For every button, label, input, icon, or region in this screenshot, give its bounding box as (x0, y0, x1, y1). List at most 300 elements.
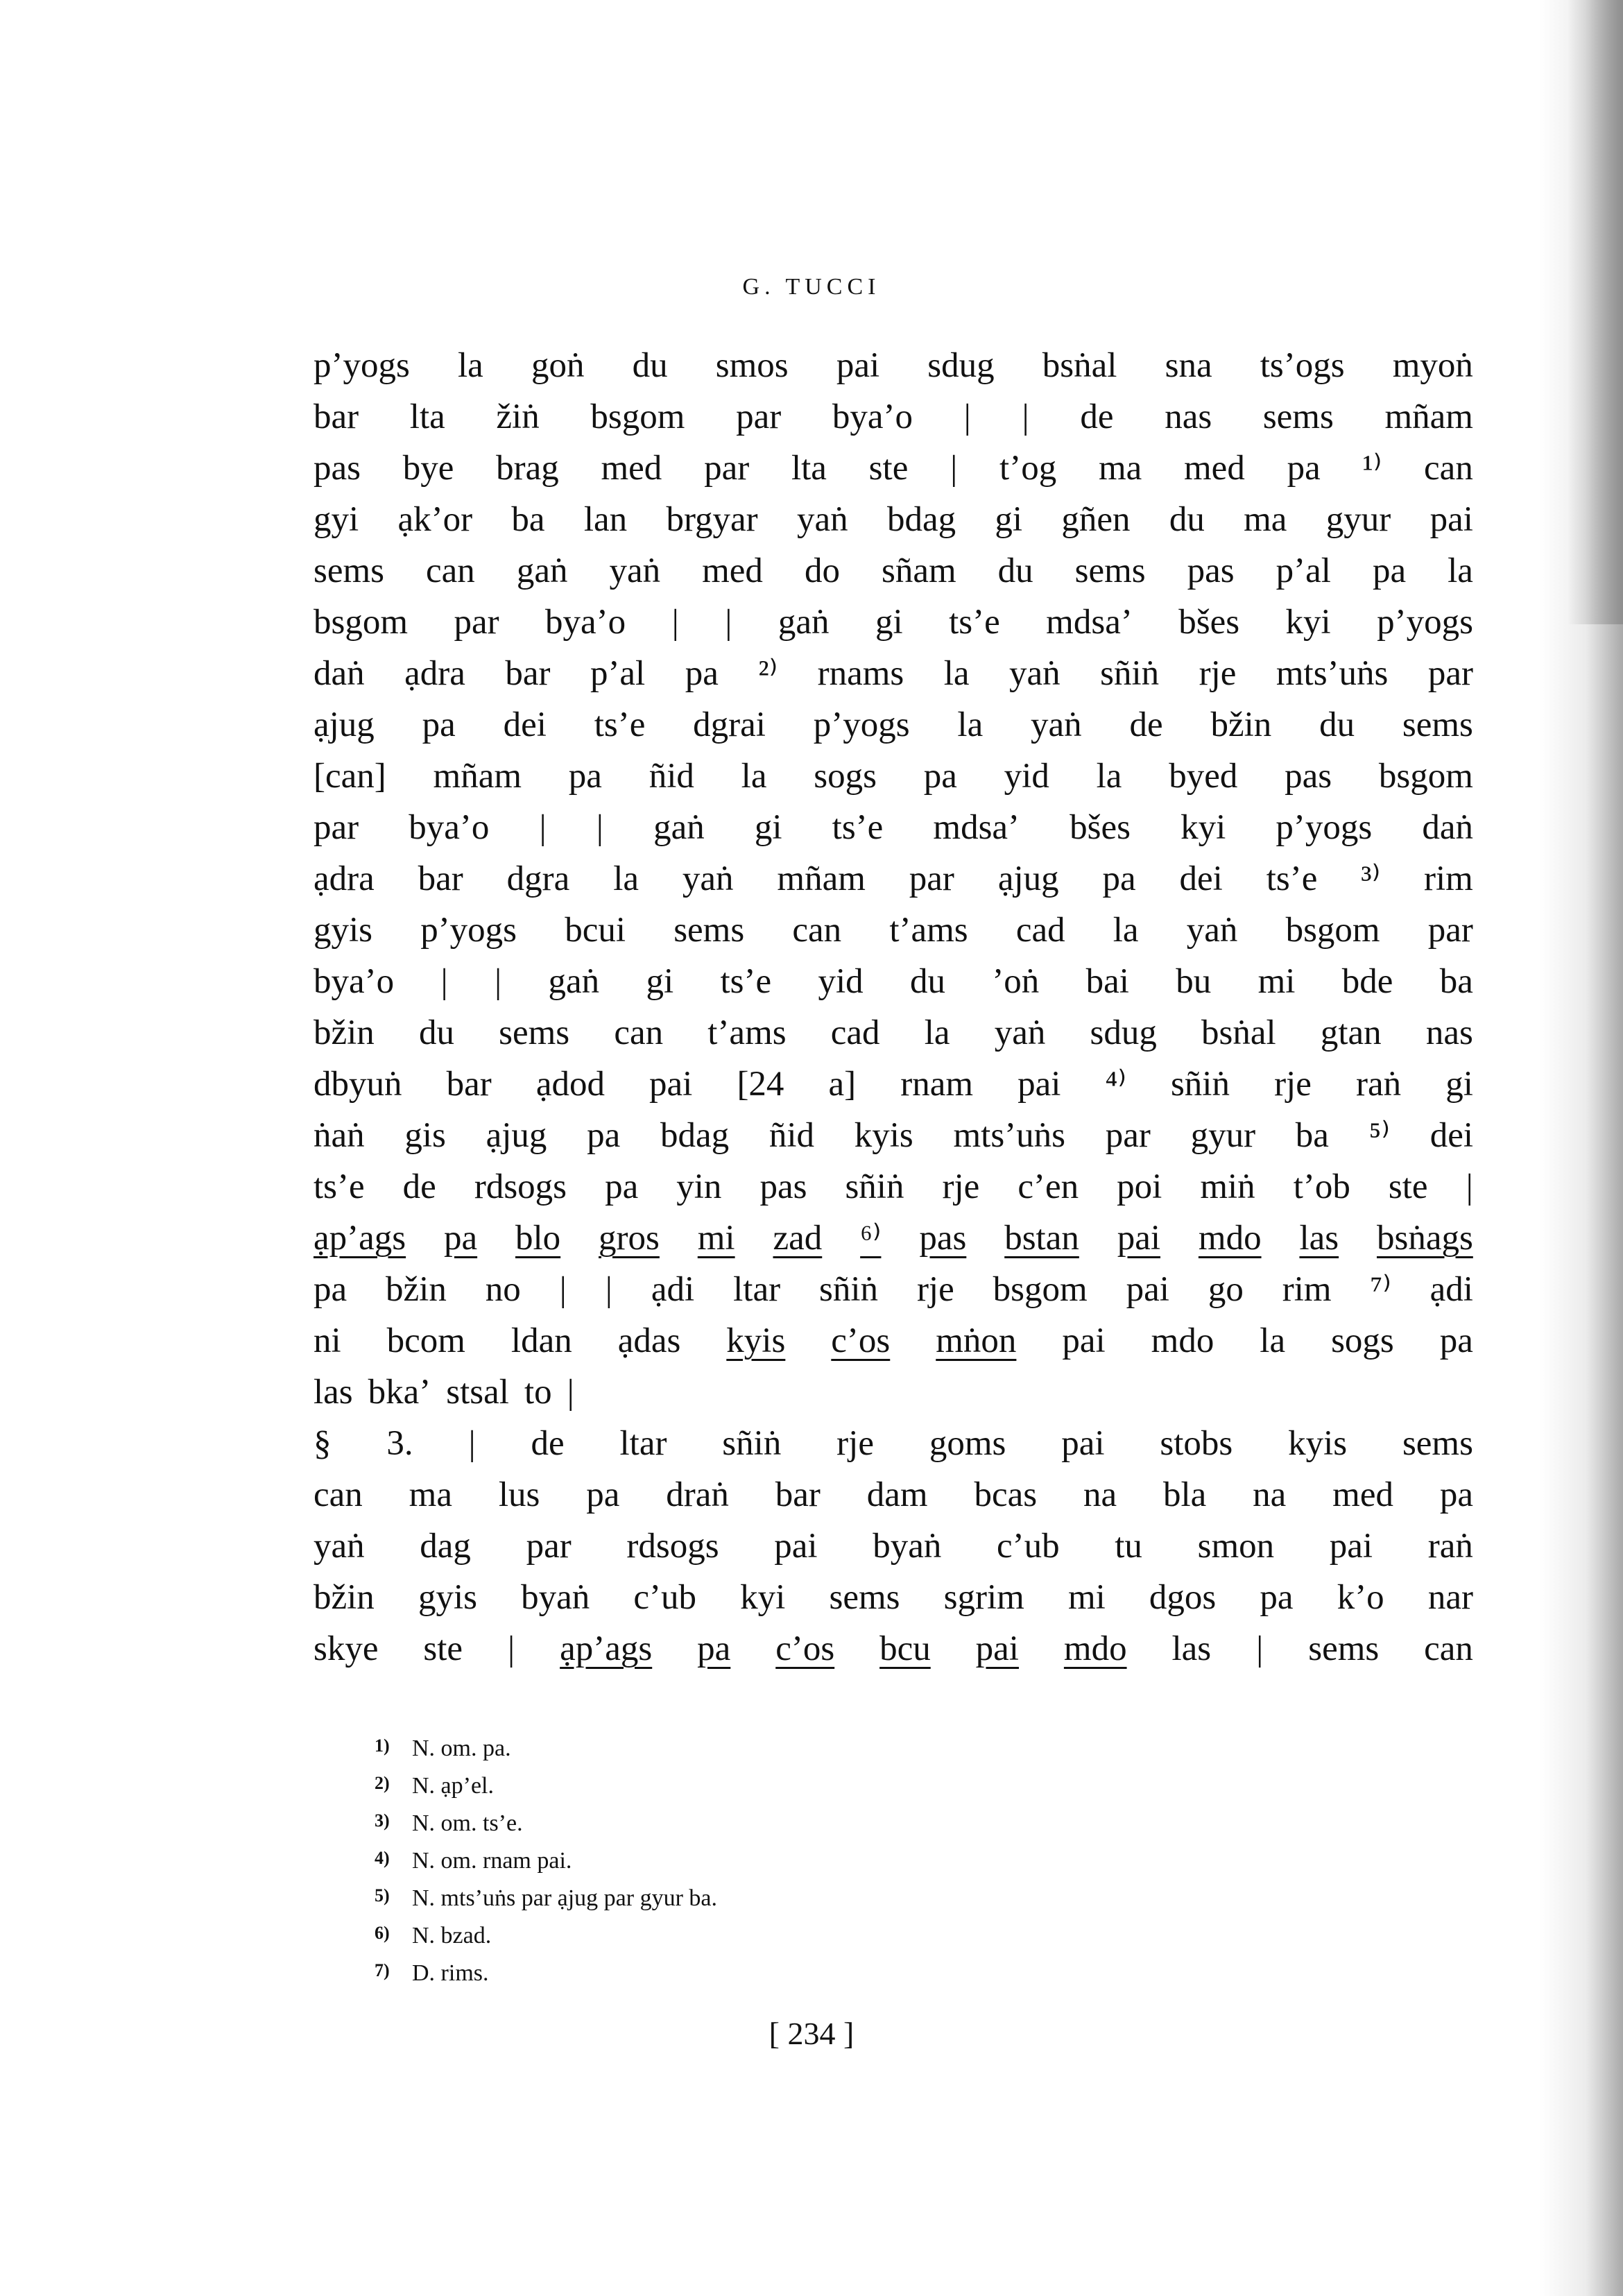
word: bai (1085, 962, 1129, 1001)
word: par (736, 397, 782, 436)
word: mñam (433, 757, 522, 796)
word: | (567, 1373, 574, 1412)
word: | (559, 1270, 567, 1309)
word: | (596, 808, 604, 847)
word: ạdra (314, 859, 375, 898)
word: smon (1197, 1527, 1275, 1566)
word: bstan (1004, 1219, 1079, 1258)
word: nas (1165, 397, 1212, 436)
word: pa (422, 705, 456, 744)
word: ts’e (720, 962, 772, 1001)
word: dag (420, 1527, 471, 1566)
word: t’ob (1293, 1167, 1350, 1206)
word: pa (605, 1167, 639, 1206)
word: ma (1244, 500, 1287, 539)
word: yaṅ (1031, 705, 1082, 744)
word: byaṅ (521, 1578, 590, 1617)
word: ma (409, 1475, 452, 1514)
word: lus (498, 1475, 540, 1514)
word: blo (515, 1219, 561, 1258)
word: sems (1262, 397, 1334, 436)
word: sems (314, 551, 384, 590)
word: sems (1402, 705, 1473, 744)
word: mi (1067, 1578, 1106, 1617)
word: p’al (1276, 551, 1331, 590)
word: ste (423, 1629, 463, 1668)
word: tu (1115, 1527, 1142, 1566)
word: bar (505, 654, 551, 693)
text-line (314, 1110, 1473, 1161)
word: ⁵⁾ (1368, 1116, 1390, 1155)
word: pas (1187, 551, 1235, 590)
footnote-text: N. om. ts’e. (412, 1810, 523, 1836)
word: mdsa’ (933, 808, 1020, 847)
word: lta (409, 397, 445, 436)
word: | (495, 962, 502, 1001)
word: kyis (726, 1321, 786, 1360)
word: bar (314, 397, 359, 436)
word: sems (673, 911, 745, 950)
footnote (375, 1765, 1207, 1802)
word: sñiṅ (845, 1167, 904, 1206)
word: par (704, 449, 750, 488)
word: ma (1098, 449, 1142, 488)
footnote-text: N. ạp’el. (412, 1773, 495, 1799)
word: ts’e (1266, 859, 1318, 898)
word: pai (1117, 1219, 1161, 1258)
word: du (997, 551, 1033, 590)
word: med (702, 551, 763, 590)
text-line (314, 1213, 1473, 1264)
page-number: [ 234 ] (768, 2016, 855, 2051)
word: sdug (927, 346, 995, 385)
word: pa (443, 1219, 478, 1258)
word: ltar (619, 1424, 667, 1463)
word: rdsogs (626, 1527, 719, 1566)
word: yaṅ (994, 1013, 1046, 1052)
word: can (1424, 1629, 1473, 1668)
word: med (601, 449, 662, 488)
word: gi (875, 603, 903, 642)
word: gaṅ (778, 603, 830, 642)
word: ạdra (404, 654, 465, 693)
footnote-number: 2) (375, 1773, 390, 1793)
word: ṅaṅ (314, 1116, 365, 1155)
word: la (943, 654, 970, 693)
word: ni (314, 1321, 341, 1360)
text-line (314, 956, 1473, 1007)
word: de (531, 1424, 565, 1463)
word: pa (1102, 859, 1136, 898)
word: nas (1425, 1013, 1473, 1052)
word: cad (830, 1013, 880, 1052)
word: [24 (737, 1065, 784, 1104)
word: dei (1429, 1116, 1473, 1155)
word: stobs (1160, 1424, 1233, 1463)
word: bar (418, 859, 463, 898)
word: par (1427, 911, 1473, 950)
word: ba (1439, 962, 1473, 1001)
word: bcas (974, 1475, 1038, 1514)
word: skye (314, 1629, 379, 1668)
word: byaṅ (873, 1527, 942, 1566)
word: can (314, 1475, 363, 1514)
word: la (1096, 757, 1122, 796)
word: sna (1165, 346, 1212, 385)
text-line (314, 1264, 1473, 1315)
word: bsgom (590, 397, 685, 436)
word: sñiṅ (819, 1270, 879, 1309)
word: gtan (1320, 1013, 1382, 1052)
word: pa (1439, 1475, 1473, 1514)
word: la (924, 1013, 950, 1052)
footnote-number: 3) (375, 1810, 390, 1831)
word: mi (697, 1219, 735, 1258)
word: daṅ (314, 654, 365, 693)
word: par (1427, 654, 1473, 693)
word: par (454, 603, 499, 642)
word: miṅ (1200, 1167, 1255, 1206)
word: bya’o (314, 962, 395, 1001)
footnote-number: 6) (375, 1923, 390, 1943)
word: pa (568, 757, 602, 796)
word: § (314, 1424, 332, 1463)
word: pa (1372, 551, 1407, 590)
word: t’og (999, 449, 1057, 488)
text-line (314, 1572, 1473, 1623)
word: ñid (768, 1116, 815, 1155)
word: pa (1287, 449, 1321, 488)
word: pas (759, 1167, 807, 1206)
word: de (1080, 397, 1114, 436)
word: raṅ (1355, 1065, 1402, 1104)
body-text (314, 340, 1473, 1674)
word: | (1256, 1629, 1264, 1668)
word: pai (1126, 1270, 1169, 1309)
word: bdag (660, 1116, 730, 1155)
word: sogs (1331, 1321, 1394, 1360)
word: bya’o (409, 808, 490, 847)
word: [can] (314, 757, 386, 796)
word: bdag (886, 500, 956, 539)
word: dgos (1149, 1578, 1217, 1617)
text-line (314, 751, 1473, 802)
word: gyis (314, 911, 373, 950)
word: bka’ (368, 1373, 431, 1412)
word: ạjug (314, 705, 375, 744)
word: | (1466, 1167, 1473, 1206)
word: ạp’ags (314, 1219, 406, 1258)
word: sdug (1090, 1013, 1157, 1052)
word: gros (599, 1219, 660, 1258)
word: sems (499, 1013, 570, 1052)
footnote (375, 1914, 1207, 1952)
word: med (1184, 449, 1245, 488)
text-line (314, 597, 1473, 648)
word: bsṅal (1042, 346, 1117, 385)
word: to (524, 1373, 552, 1412)
word: sñam (881, 551, 956, 590)
text-line (314, 1161, 1473, 1213)
word: t’ams (889, 911, 968, 950)
word: bar (775, 1475, 821, 1514)
word: ts’e (594, 705, 646, 744)
word: ⁶⁾ (860, 1219, 882, 1258)
page-edge-shadow-top (1568, 0, 1623, 624)
footnote-number: 7) (375, 1960, 390, 1980)
text-line (314, 494, 1473, 545)
word: ts’ogs (1260, 346, 1345, 385)
word: rim (1424, 859, 1473, 898)
text-line (314, 853, 1473, 905)
word: du (1169, 500, 1205, 539)
footnote (375, 1877, 1207, 1914)
word: ạdi (651, 1270, 695, 1309)
word: ạp’ags (560, 1629, 653, 1668)
word: pai (975, 1629, 1019, 1668)
word: bye (402, 449, 454, 488)
word: | (963, 397, 971, 436)
word: go (1208, 1270, 1244, 1309)
word: pa (685, 654, 719, 693)
word: can (1424, 449, 1473, 488)
footnote-number: 5) (375, 1885, 390, 1905)
word: p’yogs (314, 346, 410, 385)
word: mts’uṅs (1276, 654, 1389, 693)
footnote-number: 4) (375, 1848, 390, 1868)
footnote (375, 1952, 1207, 1989)
word: rnam (900, 1065, 974, 1104)
word: ²⁾ (758, 654, 778, 693)
word: de (402, 1167, 436, 1206)
text-line (314, 802, 1473, 853)
word: dgrai (693, 705, 766, 744)
word: rje (942, 1167, 980, 1206)
word: ste (1388, 1167, 1428, 1206)
word: | (539, 808, 547, 847)
word: p’al (590, 654, 646, 693)
footnotes (375, 1727, 1207, 1989)
footnote-text: N. om. pa. (412, 1736, 511, 1761)
word: bu (1176, 962, 1212, 1001)
word: bsgom (1378, 757, 1473, 796)
word: rdsogs (474, 1167, 567, 1206)
word: la (1260, 1321, 1286, 1360)
word: | (725, 603, 732, 642)
word: sñiṅ (1100, 654, 1160, 693)
word: na (1083, 1475, 1117, 1514)
word: bšes (1178, 603, 1240, 642)
word: gaṅ (548, 962, 600, 1001)
word: la (741, 757, 767, 796)
word: yaṅ (1186, 911, 1238, 950)
word: gyi (314, 500, 359, 539)
word: rje (1199, 654, 1237, 693)
word: mdsa’ (1046, 603, 1133, 642)
word: dei (503, 705, 547, 744)
word: kyi (740, 1578, 786, 1617)
word: ạdi (1429, 1270, 1473, 1309)
word: yid (818, 962, 864, 1001)
word: du (909, 962, 945, 1001)
word: goms (929, 1424, 1006, 1463)
word: ⁴⁾ (1105, 1065, 1126, 1104)
word: ³⁾ (1361, 859, 1381, 898)
word: ạjug (486, 1116, 547, 1155)
word: p’yogs (1276, 808, 1373, 847)
word: sñiṅ (722, 1424, 782, 1463)
word: bar (446, 1065, 492, 1104)
word: gi (995, 500, 1023, 539)
word: rje (916, 1270, 954, 1309)
word: mṅon (936, 1321, 1017, 1360)
text-line (314, 391, 1473, 443)
word: mts’uṅs (953, 1116, 1066, 1155)
word: bcui (565, 911, 626, 950)
word: pa (697, 1629, 731, 1668)
word: brag (496, 449, 559, 488)
word: draṅ (666, 1475, 729, 1514)
footnote (375, 1727, 1207, 1765)
word: yaṅ (796, 500, 848, 539)
word: dei (1179, 859, 1223, 898)
word: yaṅ (609, 551, 661, 590)
word: smos (715, 346, 789, 385)
word: k’o (1337, 1578, 1384, 1617)
footnote-number: 1) (375, 1736, 390, 1756)
footnote (375, 1802, 1207, 1840)
word: ts’e (314, 1167, 365, 1206)
word: gyur (1325, 500, 1391, 539)
word: cad (1015, 911, 1065, 950)
word: de (1129, 705, 1163, 744)
text-line (314, 1418, 1473, 1469)
word: ¹⁾ (1362, 449, 1382, 488)
word: nar (1427, 1578, 1473, 1617)
word: la (957, 705, 984, 744)
word: pa (1260, 1578, 1294, 1617)
word: bcom (386, 1321, 465, 1360)
word: bya’o (545, 603, 626, 642)
word: du (1319, 705, 1355, 744)
word: gis (404, 1116, 446, 1155)
word: can (792, 911, 842, 950)
footnote (375, 1840, 1207, 1877)
word: la (613, 859, 639, 898)
word: par (1105, 1116, 1151, 1155)
word: c’os (831, 1321, 891, 1360)
word: dbyuṅ (314, 1065, 402, 1104)
text-line (314, 905, 1473, 956)
word: c’en (1017, 1167, 1079, 1206)
word: kyis (1288, 1424, 1348, 1463)
word: ltar (733, 1270, 781, 1309)
word: sems (1308, 1629, 1380, 1668)
word: bžin (386, 1270, 447, 1309)
word: sems (1402, 1424, 1473, 1463)
word: c’ub (996, 1527, 1060, 1566)
word: pa (1439, 1321, 1473, 1360)
text-line (314, 1520, 1473, 1572)
word: lta (791, 449, 827, 488)
word: yaṅ (314, 1527, 365, 1566)
word: kyi (1285, 603, 1331, 642)
word: du (418, 1013, 454, 1052)
word: p’yogs (1377, 603, 1473, 642)
word: | (950, 449, 958, 488)
word: sñiṅ (1170, 1065, 1230, 1104)
word: pai (1061, 1424, 1105, 1463)
word: gaṅ (653, 808, 705, 847)
text-line (314, 699, 1473, 751)
word: pa (587, 1116, 621, 1155)
text-line (314, 1367, 1473, 1418)
word: | (440, 962, 448, 1001)
text-line (314, 1623, 1473, 1674)
word: yaṅ (682, 859, 734, 898)
word: mñam (1384, 397, 1473, 436)
word: bsṅags (1376, 1219, 1473, 1258)
word: | (671, 603, 679, 642)
word: ts’e (832, 808, 884, 847)
word: bžin (314, 1578, 375, 1617)
word: sems (1074, 551, 1146, 590)
word: par (909, 859, 954, 898)
word: gi (754, 808, 782, 847)
word: brgyar (666, 500, 758, 539)
word: | (1022, 397, 1029, 436)
word: pa (314, 1270, 347, 1309)
word: bla (1162, 1475, 1207, 1514)
word: raṅ (1427, 1527, 1473, 1566)
word: sogs (814, 757, 877, 796)
word: pai (1017, 1065, 1061, 1104)
word: rim (1282, 1270, 1332, 1309)
word: goṅ (531, 346, 585, 385)
word: bde (1341, 962, 1393, 1001)
word: las (314, 1373, 353, 1412)
word: pai (836, 346, 880, 385)
word: bcu (879, 1629, 931, 1668)
word: mdo (1063, 1629, 1127, 1668)
word: las (1299, 1219, 1339, 1258)
footnote-text: N. mts’uṅs par ạjug par gyur ba. (412, 1885, 718, 1911)
word: | (605, 1270, 613, 1309)
word: 3. (386, 1424, 413, 1463)
word: gi (1445, 1065, 1473, 1104)
word: bžin (314, 1013, 375, 1052)
word: sgrim (943, 1578, 1024, 1617)
word: ạdas (617, 1321, 681, 1360)
word: gyur (1190, 1116, 1256, 1155)
word: ba (1295, 1116, 1329, 1155)
text-line (314, 1007, 1473, 1059)
word: pai (1329, 1527, 1373, 1566)
footnote-text: D. rims. (412, 1960, 489, 1986)
text-line (314, 1469, 1473, 1520)
word: a] (828, 1065, 857, 1104)
text-line (314, 1315, 1473, 1367)
word: dam (866, 1475, 928, 1514)
word: can (426, 551, 475, 590)
word: poi (1117, 1167, 1162, 1206)
word: rnams (817, 654, 904, 693)
word: kyi (1180, 808, 1226, 847)
word: yin (676, 1167, 722, 1206)
word: lan (583, 500, 628, 539)
text-line (314, 1059, 1473, 1110)
word: na (1253, 1475, 1287, 1514)
